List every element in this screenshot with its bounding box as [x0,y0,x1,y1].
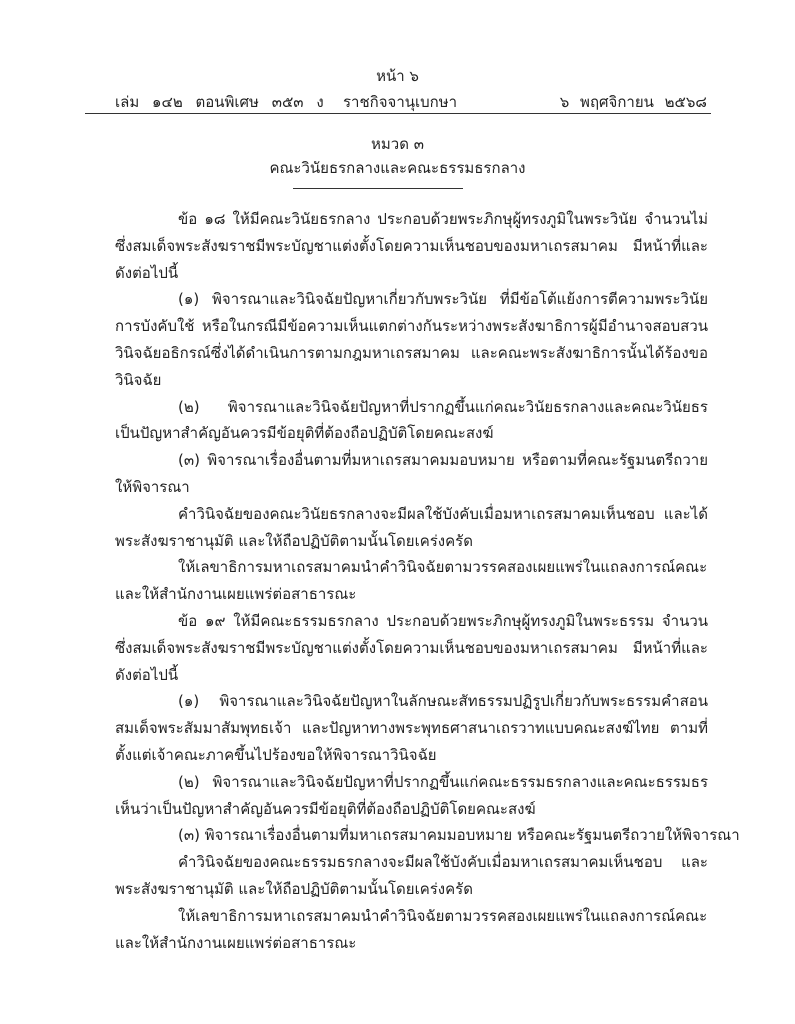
publication-name: ราชกิจจานุเบกษา [343,93,458,111]
text-line: ซึ่งสมเด็จพระสังฆราชมีพระบัญชาแต่งตั้งโดยความเห็นชอบของมหาเถรสมาคม มีหน้าที่และ [115,236,708,255]
text-line: (๓) พิจารณาเรื่องอื่นตามที่มหาเถรสมาคมมอบหมาย หรือตามที่คณะรัฐมนตรีถวาย [178,451,708,470]
text-line: การบังคับใช้ หรือในกรณีมีข้อความเห็นแตกต่างกันระหว่างพระสังฆาธิการผู้มีอำนาจสอบสวน [115,317,708,336]
text-line: ให้เลขาธิการมหาเถรสมาคมนำคำวินิจฉัยตามวรรคสองเผยแพร่ในแถลงการณ์คณะ [178,558,708,577]
text-line: (๓) พิจารณาเรื่องอื่นตามที่มหาเถรสมาคมมอบหมาย หรือคณะรัฐมนตรีถวายให้พิจารณา [178,826,740,845]
text-line: วินิจฉัย [115,370,162,389]
text-line: ให้พิจารณา [115,477,190,496]
text-line: เป็นปัญหาสำคัญอันควรมีข้อยุติที่ต้องถือปฏิบัติโดยคณะสงฆ์ [115,424,494,443]
text-line: (๒) พิจารณาและวินิจฉัยปัญหาที่ปรากฏขึ้นแก่คณะวินัยธรกลางและคณะวินัยธร [178,397,708,416]
text-line: ดังต่อไปนี้ [115,665,179,684]
chapter-number: หมวด ๓ [371,135,424,153]
publication-date: ๖ พฤศจิกายน ๒๕๖๘ [559,93,707,111]
text-line: ซึ่งสมเด็จพระสังฆราชมีพระบัญชาแต่งตั้งโดยความเห็นชอบของมหาเถรสมาคม มีหน้าที่และ [115,638,708,657]
text-line: ตั้งแต่เจ้าคณะภาคขึ้นไปร้องขอให้พิจารณาวินิจฉัย [115,745,437,764]
text-line: ข้อ ๑๙ ให้มีคณะธรรมธรกลาง ประกอบด้วยพระภิกษุผู้ทรงภูมิในพระธรรม จำนวน [178,611,708,630]
header-rule [85,113,711,114]
text-line: และให้สำนักงานเผยแพร่ต่อสาธารณะ [115,933,357,952]
text-line: และให้สำนักงานเผยแพร่ต่อสาธารณะ [115,585,357,604]
chapter-title: คณะวินัยธรกลางและคณะธรรมธรกลาง [269,159,526,177]
page-number: หน้า ๖ [376,67,419,85]
section-divider [293,188,463,189]
text-line: คำวินิจฉัยของคณะวินัยธรกลางจะมีผลใช้บังคับเมื่อมหาเถรสมาคมเห็นชอบ และได้ [178,504,708,523]
text-line: ดังต่อไปนี้ [115,263,179,282]
text-line: (๒) พิจารณาและวินิจฉัยปัญหาที่ปรากฏขึ้นแก่คณะธรรมธรกลางและคณะธรรมธร [178,772,708,791]
text-line: สมเด็จพระสัมมาสัมพุทธเจ้า และปัญหาทางพระพุทธศาสนาเถรวาทแบบคณะสงฆ์ไทย ตามที่ [115,719,708,738]
text-line: คำวินิจฉัยของคณะธรรมธรกลางจะมีผลใช้บังคับเมื่อมหาเถรสมาคมเห็นชอบ และ [178,853,708,872]
volume-issue: เล่ม ๑๔๒ ตอนพิเศษ ๓๕๓ ง [115,93,324,111]
text-line: พระสังฆราชานุมัติ และให้ถือปฏิบัติตามนั้นโดยเคร่งครัด [115,879,473,898]
text-line: เห็นว่าเป็นปัญหาสำคัญอันควรมีข้อยุติที่ต้องถือปฏิบัติโดยคณะสงฆ์ [115,799,536,818]
text-line: พระสังฆราชานุมัติ และให้ถือปฏิบัติตามนั้นโดยเคร่งครัด [115,531,473,550]
text-line: (๑) พิจารณาและวินิจฉัยปัญหาเกี่ยวกับพระวินัย ที่มีข้อโต้แย้งการตีความพระวินัย [178,290,708,309]
text-line: (๑) พิจารณาและวินิจฉัยปัญหาในลักษณะสัทธรรมปฏิรูปเกี่ยวกับพระธรรมคำสอน [178,692,708,711]
text-line: วินิจฉัยอธิกรณ์ซึ่งได้ดำเนินการตามกฎมหาเถรสมาคม และคณะพระสังฆาธิการนั้นได้ร้องขอ [115,343,708,362]
text-line: ข้อ ๑๘ ให้มีคณะวินัยธรกลาง ประกอบด้วยพระภิกษุผู้ทรงภูมิในพระวินัย จำนวนไม่ [178,210,708,228]
document-body [115,206,740,956]
text-line: ให้เลขาธิการมหาเถรสมาคมนำคำวินิจฉัยตามวรรคสองเผยแพร่ในแถลงการณ์คณะ [178,906,708,925]
